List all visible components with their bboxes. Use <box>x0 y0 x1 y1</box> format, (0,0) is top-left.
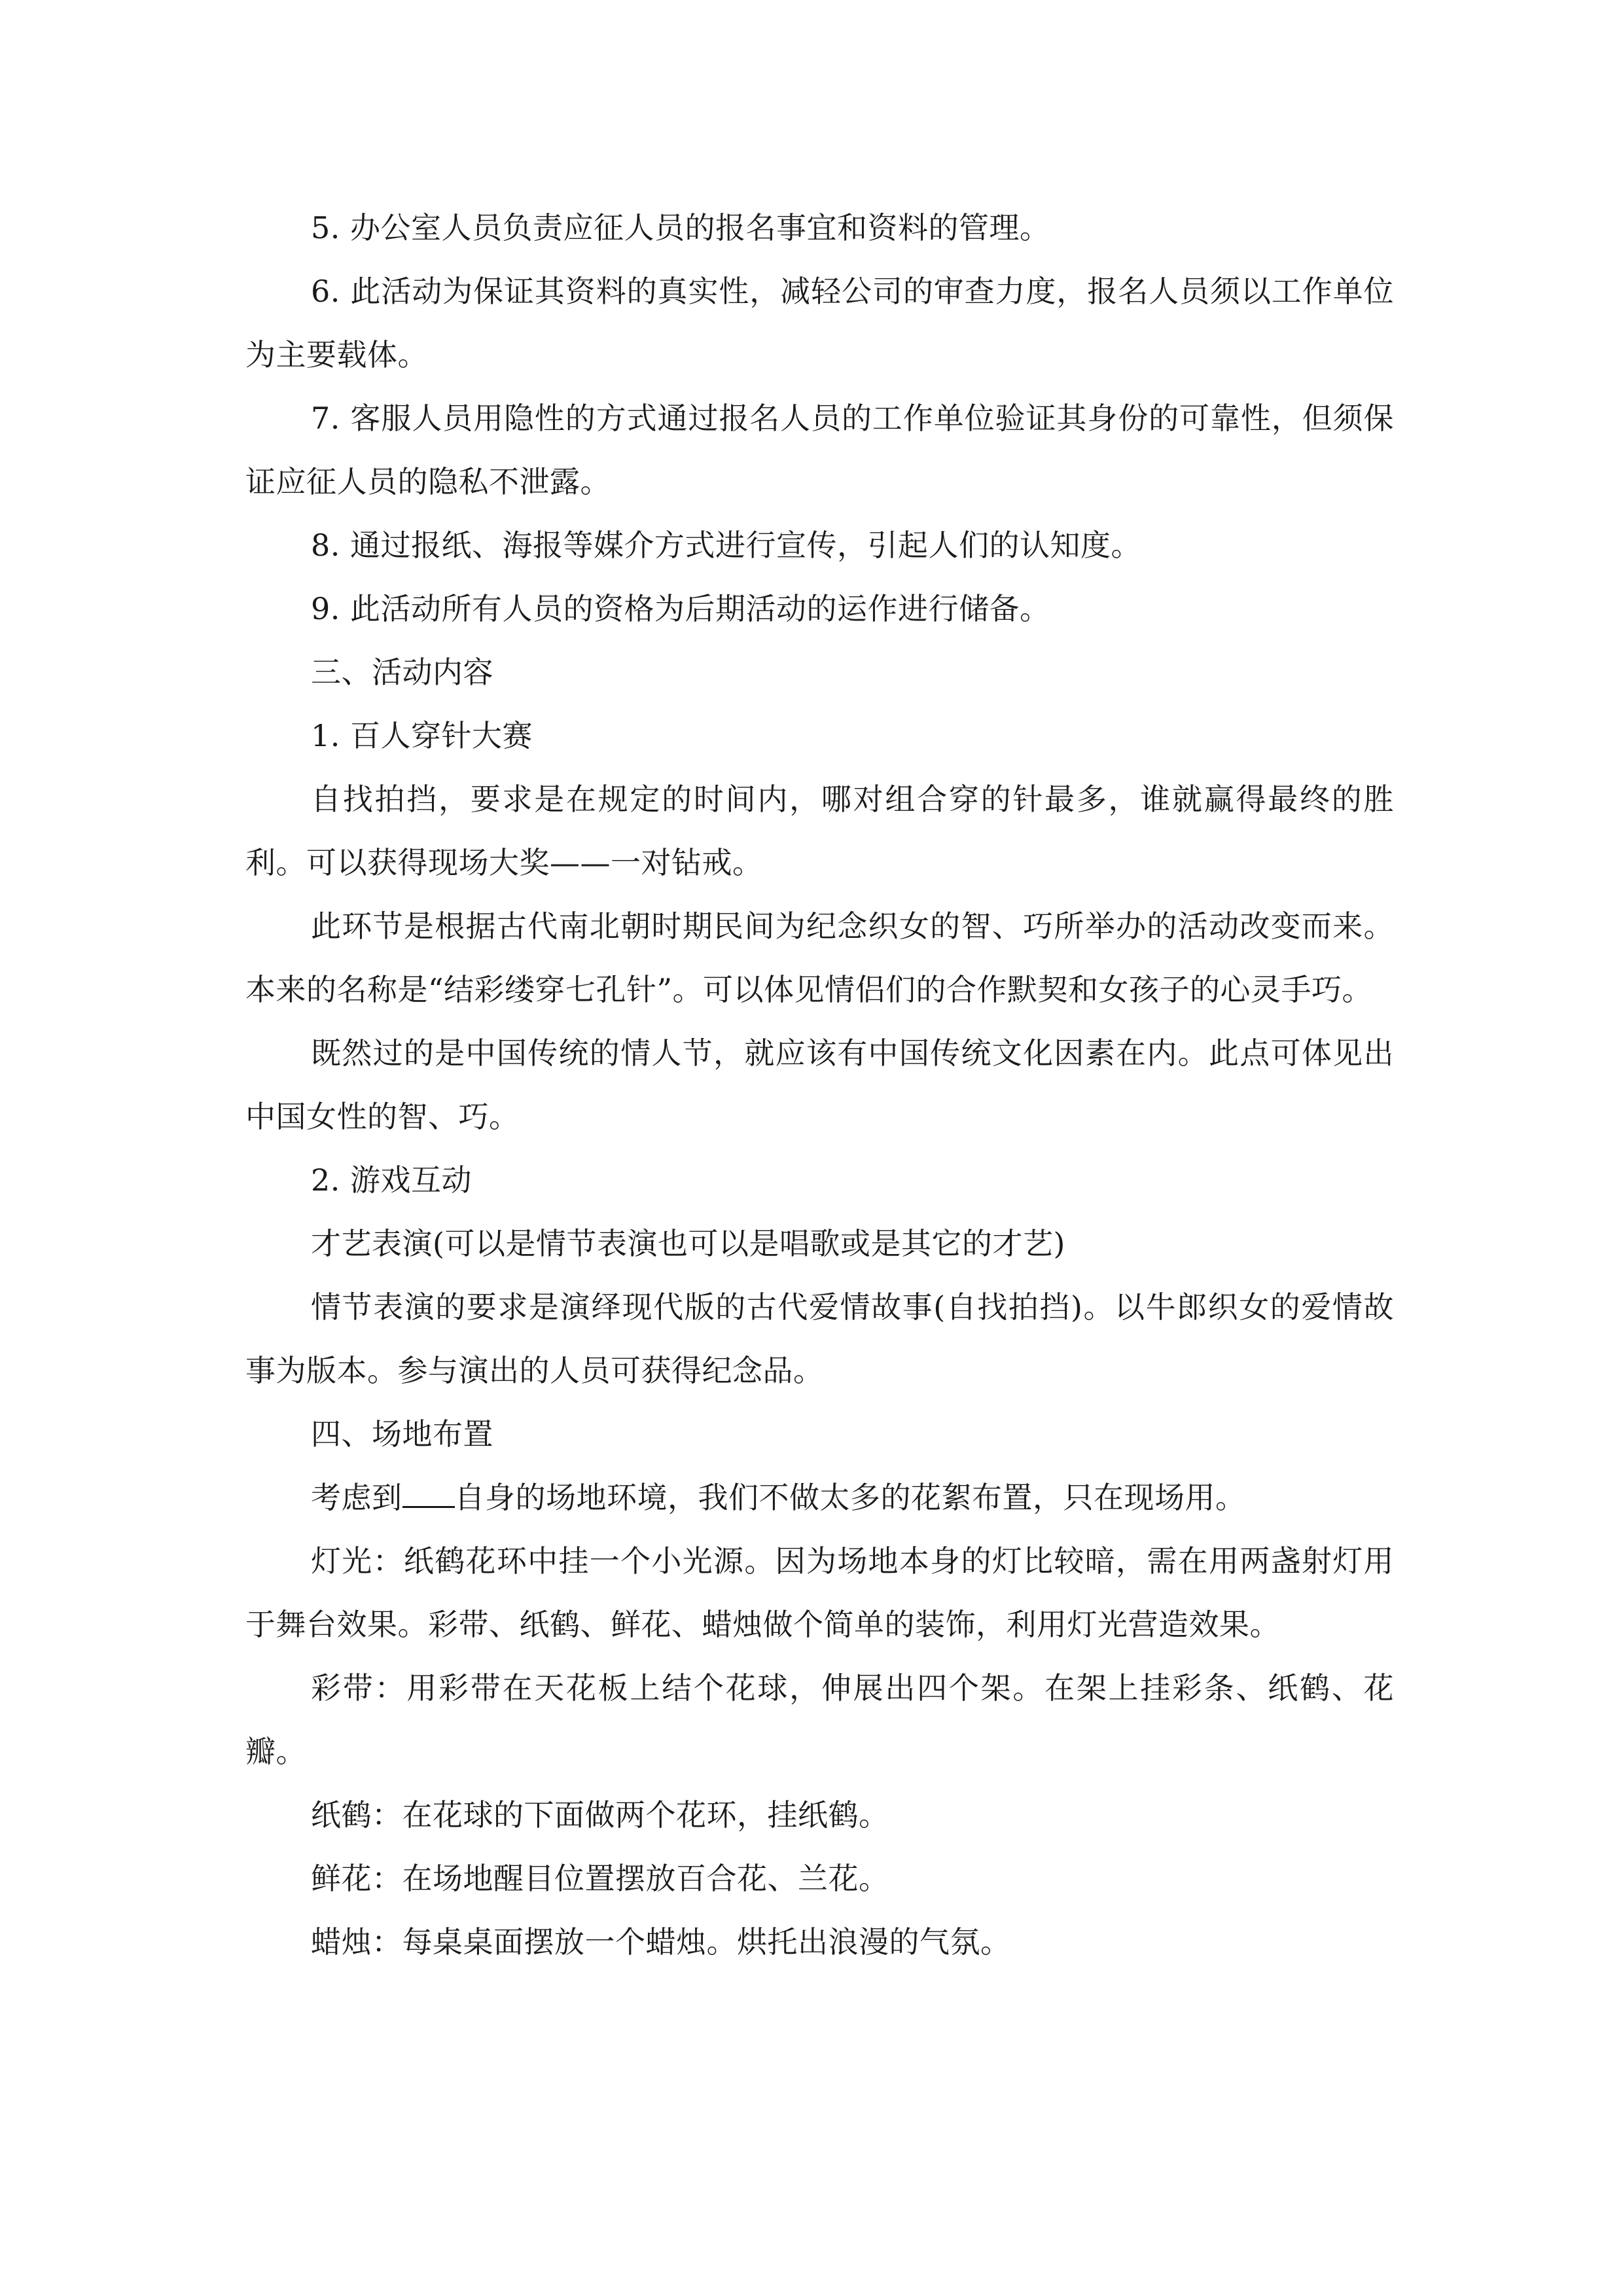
paragraph: 6. 此活动为保证其资料的真实性，减轻公司的审查力度，报名人员须以工作单位为主要载体。 <box>245 274 1394 372</box>
paragraph: 8. 通过报纸、海报等媒介方式进行宣传，引起人们的认知度。 <box>311 528 1142 563</box>
venue-paragraph <box>245 1466 1394 1530</box>
subsection-heading: 1. 百人穿针大赛 <box>311 718 533 753</box>
paragraph: 灯光：纸鹤花环中挂一个小光源。因为场地本身的灯比较暗，需在用两盏射灯用于舞台效果。彩带、纸鹤、鲜花、蜡烛做个简单的装饰，利用灯光营造效果。 <box>245 1543 1394 1642</box>
document-body <box>245 196 1394 1974</box>
paragraph: 5. 办公室人员负责应征人员的报名事宜和资料的管理。 <box>311 210 1050 245</box>
section-heading: 四、场地布置 <box>311 1416 493 1452</box>
venue-text-before: 考虑到 <box>311 1480 402 1515</box>
paragraph: 9. 此活动所有人员的资格为后期活动的运作进行储备。 <box>311 591 1050 626</box>
section-heading: 三、活动内容 <box>311 655 493 690</box>
paragraph: 彩带：用彩带在天花板上结个花球，伸展出四个架。在架上挂彩条、纸鹤、花瓣。 <box>245 1670 1394 1769</box>
paragraph: 情节表演的要求是演绎现代版的古代爱情故事(自找拍挡)。以牛郎织女的爱情故事为版本。参与演出的人员可获得纪念品。 <box>245 1289 1394 1388</box>
subsection-heading: 2. 游戏互动 <box>311 1162 473 1198</box>
venue-text-after: 自身的场地环境，我们不做太多的花絮布置，只在现场用。 <box>454 1480 1246 1515</box>
fill-in-blank <box>402 1486 455 1508</box>
paragraph: 纸鹤：在花球的下面做两个花环，挂纸鹤。 <box>311 1797 889 1833</box>
paragraph: 蜡烛：每桌桌面摆放一个蜡烛。烘托出浪漫的气氛。 <box>311 1924 1011 1960</box>
paragraph: 才艺表演(可以是情节表演也可以是唱歌或是其它的才艺) <box>311 1226 1065 1261</box>
paragraph: 自找拍挡，要求是在规定的时间内，哪对组合穿的针最多，谁就赢得最终的胜利。可以获得现场大奖——一对钻戒。 <box>245 781 1394 880</box>
paragraph: 鲜花：在场地醒目位置摆放百合花、兰花。 <box>311 1861 889 1896</box>
paragraph: 此环节是根据古代南北朝时期民间为纪念织女的智、巧所举办的活动改变而来。本来的名称是“结彩缕穿七孔针”。可以体见情侣们的合作默契和女孩子的心灵手巧。 <box>245 908 1394 1007</box>
paragraph: 既然过的是中国传统的情人节，就应该有中国传统文化因素在内。此点可体见出中国女性的智、巧。 <box>245 1035 1394 1134</box>
paragraph: 7. 客服人员用隐性的方式通过报名人员的工作单位验证其身份的可靠性，但须保证应征人员的隐私不泄露。 <box>245 401 1394 499</box>
